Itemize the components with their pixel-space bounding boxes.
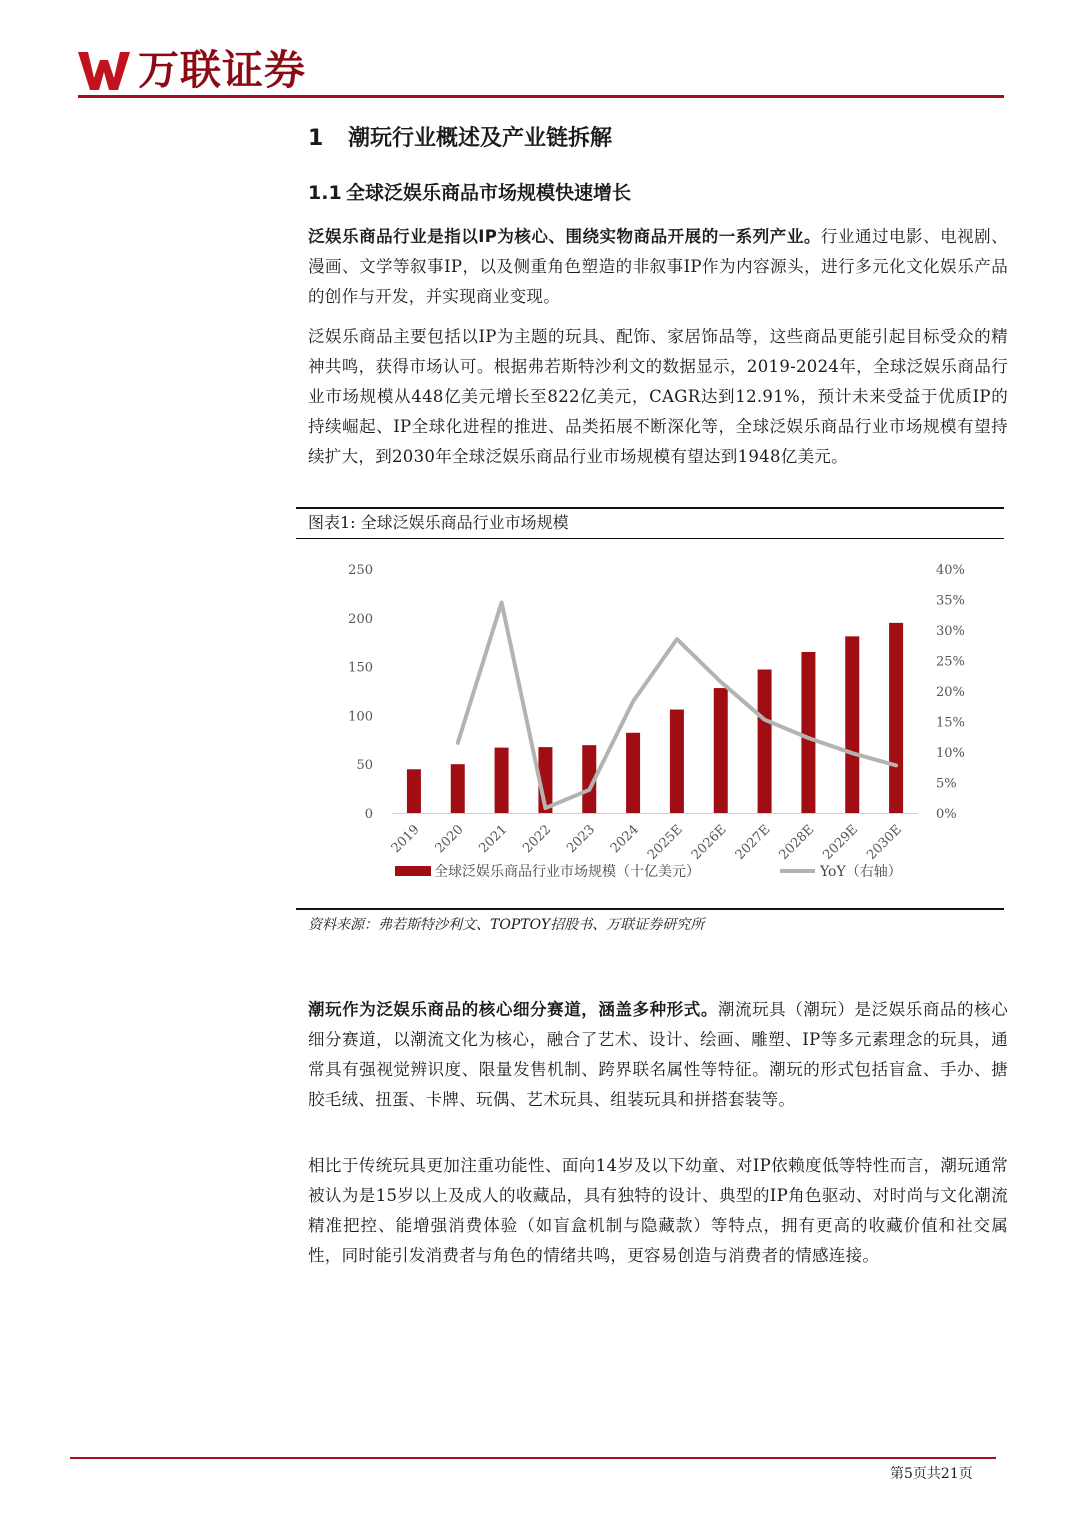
wanlian-logo-icon: [78, 48, 134, 92]
paragraph-text: 相比于传统玩具更加注重功能性、面向14岁及以下幼童、对IP依赖度低等特性而言，潮玩通常被认为是15岁以上及成人的收藏品，具有独特的设计、典型的IP角色驱动、对时尚与文化潮流精准把控、能增强消费体验（如盲盒机制与隐藏款）等特点，拥有更高的收藏价值和社交属性，同时能引发消费者与角色的情绪共鸣，更容易创造与消费者的情感连接。: [308, 1156, 1008, 1265]
left-axis-tick: 200: [348, 611, 373, 627]
bar-2028E: [801, 652, 815, 813]
x-axis-tick: 2020: [432, 822, 467, 857]
figure-top-rule: [296, 507, 1004, 509]
x-axis-tick: 2027E: [732, 822, 774, 863]
bar-2023: [582, 745, 596, 813]
bar-2030E: [889, 623, 903, 813]
right-axis-tick: 35%: [936, 593, 965, 609]
legend-line-label: YoY（右轴）: [820, 864, 902, 880]
left-axis-tick: 0: [364, 807, 373, 822]
paragraph-text: 行业通过电影、电视剧、漫画、文学等叙事IP，以及侧重角色塑造的非叙事IP作为内容源头，进行多元化文化娱乐产品的创作与开发，并实现商业变现。: [308, 227, 1008, 306]
subsection-number: 1.1: [308, 182, 342, 204]
section-number: 1: [308, 126, 324, 151]
bar-2027E: [758, 670, 772, 813]
logo-text: 万联证券: [138, 46, 306, 94]
right-axis-tick: 20%: [936, 685, 965, 700]
figure-source: 资料来源：弗若斯特沙利文、TOPTOY招股书、万联证券研究所: [308, 917, 705, 933]
x-axis-tick: 2022: [520, 822, 555, 857]
x-axis-tick: 2023: [564, 822, 599, 857]
section-title: 潮玩行业概述及产业链拆解: [348, 126, 613, 151]
legend-bar-swatch: [395, 866, 431, 876]
x-axis-tick: 2028E: [776, 822, 818, 863]
paragraph-text: 泛娱乐商品主要包括以IP为主题的玩具、配饰、家居饰品等，这些商品更能引起目标受众的精神共鸣，获得市场认可。根据弗若斯特沙利文的数据显示，2019-2024年，全球泛娱乐商品行业市场规模从448亿美元增长至822亿美元，CAGR达到12.91%，预计未来受益于优质IP的持续崛起、IP全球化进程的推进、品类拓展不断深化等，全球泛娱乐商品行业市场规模有望持续扩大，到2030年全球泛娱乐商品行业市场规模有望达到1948亿美元。: [308, 327, 1008, 466]
paragraph-lead: 泛娱乐商品行业是指以IP为核心、围绕实物商品开展的一系列产业。: [308, 227, 821, 246]
bar-2026E: [714, 688, 728, 813]
legend-bar-label: 全球泛娱乐商品行业市场规模（十亿美元）: [434, 864, 700, 880]
paragraph-3: [308, 995, 1008, 1115]
subsection-heading: [308, 177, 631, 209]
paragraph-2: [308, 322, 1008, 472]
x-axis-tick: 2025E: [645, 822, 686, 863]
yoy-line: [458, 603, 896, 809]
bar-2022: [538, 747, 552, 813]
paragraph-1: [308, 222, 1008, 312]
footer-rule: [70, 1457, 996, 1459]
figure-title: 图表1: 全球泛娱乐商品行业市场规模: [308, 513, 569, 532]
bar-2021: [495, 748, 509, 813]
x-axis-tick: 2021: [476, 822, 511, 857]
paragraph-text: 潮流玩具（潮玩）是泛娱乐商品的核心细分赛道，以潮流文化为核心，融合了艺术、设计、绘画、雕塑、IP等多元素理念的玩具，通常具有强视觉辨识度、限量发售机制、跨界联名属性等特征。潮玩的形式包括盲盒、手办、搪胶毛绒、扭蛋、卡牌、玩偶、艺术玩具、组装玩具和拼搭套装等。: [308, 1000, 1008, 1109]
left-axis-tick: 100: [348, 709, 373, 725]
bar-2019: [407, 769, 421, 813]
right-axis-tick: 0%: [936, 807, 957, 822]
right-axis-tick: 5%: [936, 776, 957, 792]
paragraph-lead: 潮玩作为泛娱乐商品的核心细分赛道，涵盖多种形式。: [308, 1000, 718, 1019]
left-axis-tick: 50: [356, 758, 373, 774]
section-heading: [308, 122, 612, 156]
figure-bottom-rule: [296, 908, 1004, 910]
x-axis-tick: 2029E: [820, 822, 862, 863]
x-axis-tick: 2024: [607, 822, 642, 857]
bar-2029E: [845, 636, 859, 813]
header-rule: [78, 95, 1004, 98]
left-axis-tick: 250: [348, 563, 373, 578]
x-axis-tick: 2030E: [864, 822, 905, 863]
left-axis-tick: 150: [348, 660, 373, 676]
right-axis-tick: 15%: [936, 715, 965, 731]
subsection-title: 全球泛娱乐商品市场规模快速增长: [346, 182, 632, 204]
right-axis-tick: 25%: [936, 654, 965, 670]
figure-title-rule: [296, 538, 1004, 539]
page-number: 第5页共21页: [890, 1466, 973, 1482]
x-axis-tick: 2026E: [688, 822, 730, 863]
bar-2020: [451, 764, 465, 813]
right-axis-tick: 40%: [936, 563, 965, 578]
paragraph-4: [308, 1151, 1008, 1271]
page-header: [78, 44, 1004, 96]
right-axis-tick: 10%: [936, 746, 965, 761]
bar-2025E: [670, 710, 684, 813]
bar-2024: [626, 733, 640, 813]
x-axis-tick: 2019: [388, 822, 423, 857]
right-axis-tick: 30%: [936, 624, 965, 639]
